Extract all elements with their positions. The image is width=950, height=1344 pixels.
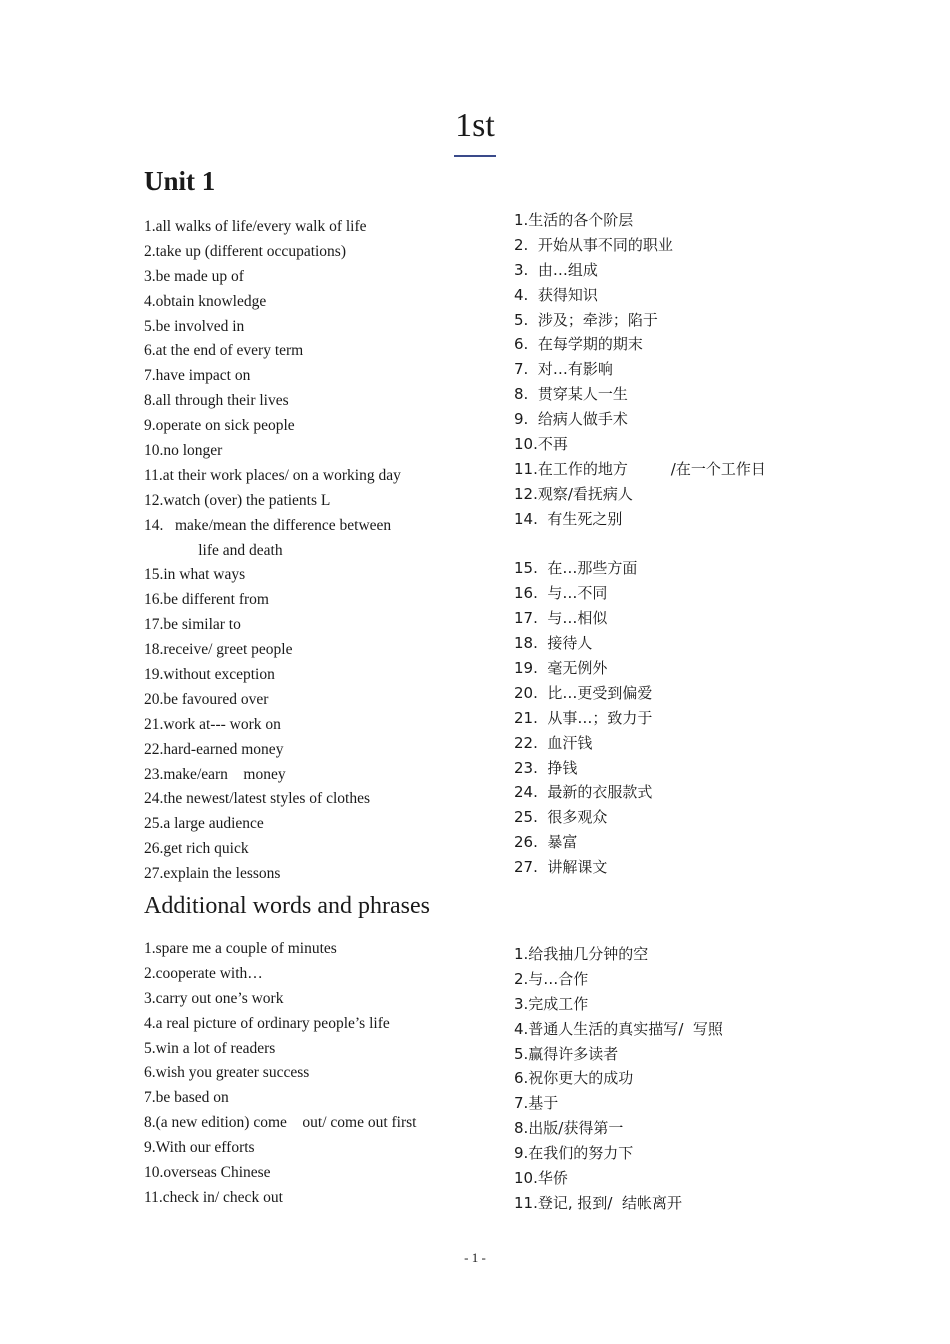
list-item: 8.all through their lives [144,392,289,410]
list-item: life and death [144,541,283,559]
list-item: 12.watch (over) the patients L [144,491,331,509]
list-item: 26. 暴富 [514,833,578,852]
list-item: 14. make/mean the difference between [144,516,392,534]
list-item: 10.不再 [514,435,568,454]
list-item: 8. 贯穿某人一生 [514,385,628,404]
list-item: 4.a real picture of ordinary people’s life [144,1014,390,1032]
list-item: 15.in what ways [144,566,246,584]
unit-chinese-list [514,208,766,880]
list-item: 25.a large audience [144,815,264,833]
list-item: 1.生活的各个阶层 [514,211,634,229]
list-item: 17.be similar to [144,616,241,634]
list-item: 21.work at--- work on [144,715,281,733]
list-item: 19.without exception [144,666,275,684]
list-item: 20. 比…更受到偏爱 [514,683,653,702]
list-item: 7. 对…有影响 [514,360,613,379]
list-item: 2.cooperate with… [144,964,263,982]
list-item: 3.be made up of [144,267,244,285]
page-title: 1st [455,107,495,144]
list-item: 3.完成工作 [514,994,589,1013]
unit-english-list [144,215,401,887]
list-item: 14. 有生死之别 [514,509,623,528]
list-item: 12.观察/看抚病人 [514,484,633,503]
unit-heading: Unit 1 [144,166,216,196]
list-item: 1.all walks of life/every walk of life [144,218,367,235]
list-item: 20.be favoured over [144,690,269,708]
list-item: 7.be based on [144,1089,229,1107]
list-item: 5. 涉及；牵涉；陷于 [514,310,658,329]
list-item: 7.have impact on [144,367,251,385]
list-item: 23.make/earn money [144,765,286,783]
list-item: 8.出版/获得第一 [514,1119,624,1138]
list-item: 11.at their work places/ on a working day [144,466,401,484]
additional-heading: Additional words and phrases [144,893,430,919]
title-underline [454,155,496,157]
list-item: 21. 从事…；致力于 [514,708,653,727]
list-item: 7.基于 [514,1094,559,1113]
list-item: 19. 毫无例外 [514,659,608,678]
list-item: 16. 与…不同 [514,584,608,603]
list-item: 4.obtain knowledge [144,292,267,310]
page-number: - 1 - [464,1250,486,1265]
list-item: 18.receive/ greet people [144,641,293,659]
list-item: 11.在工作的地方 /在一个工作日 [514,459,766,478]
list-item: 2.take up (different occupations) [144,242,346,260]
list-item: 6.祝你更大的成功 [514,1069,634,1088]
list-item: 9.With our efforts [144,1139,255,1157]
list-item: 1.spare me a couple of minutes [144,940,337,957]
list-item: 3. 由…组成 [514,260,598,279]
additional-chinese-list [514,942,723,1216]
list-item: 24.the newest/latest styles of clothes [144,790,370,808]
list-item: 4.普通人生活的真实描写/ 写照 [514,1019,723,1038]
list-item: 16.be different from [144,591,269,609]
list-item: 5.be involved in [144,317,245,335]
list-item: 10.no longer [144,442,223,460]
list-item: 2.与…合作 [514,969,589,988]
list-item: 5.赢得许多读者 [514,1044,619,1063]
list-item: 27. 讲解课文 [514,858,608,877]
list-item: 8.(a new edition) come out/ come out first [144,1114,417,1132]
list-item: 9. 给病人做手术 [514,410,628,429]
list-item: 25. 很多观众 [514,808,608,827]
additional-english-list [144,937,416,1211]
list-item: 2. 开始从事不同的职业 [514,235,673,254]
list-item: 11.登记, 报到/ 结帐离开 [514,1193,682,1212]
list-item [514,532,766,557]
list-item: 9.在我们的努力下 [514,1144,634,1163]
list-item: 15. 在…那些方面 [514,559,638,578]
list-item: 4. 获得知识 [514,285,598,304]
list-item: 22.hard-earned money [144,740,284,758]
list-item: 18. 接待人 [514,634,593,653]
list-item: 3.carry out one’s work [144,989,284,1007]
list-item: 24. 最新的衣服款式 [514,783,653,802]
list-item: 1.给我抽几分钟的空 [514,945,649,963]
list-item: 9.operate on sick people [144,417,295,435]
list-item: 23. 挣钱 [514,758,578,777]
list-item: 11.check in/ check out [144,1188,283,1206]
list-item: 22. 血汗钱 [514,733,593,752]
list-item: 26.get rich quick [144,840,249,858]
list-item: 27.explain the lessons [144,865,281,883]
list-item: 5.win a lot of readers [144,1039,276,1057]
list-item: 10.华侨 [514,1169,568,1188]
list-item: 10.overseas Chinese [144,1164,271,1182]
list-item: 6. 在每学期的期末 [514,335,643,354]
list-item: 17. 与…相似 [514,609,608,628]
list-item: 6.wish you greater success [144,1064,310,1082]
list-item: 6.at the end of every term [144,342,304,360]
